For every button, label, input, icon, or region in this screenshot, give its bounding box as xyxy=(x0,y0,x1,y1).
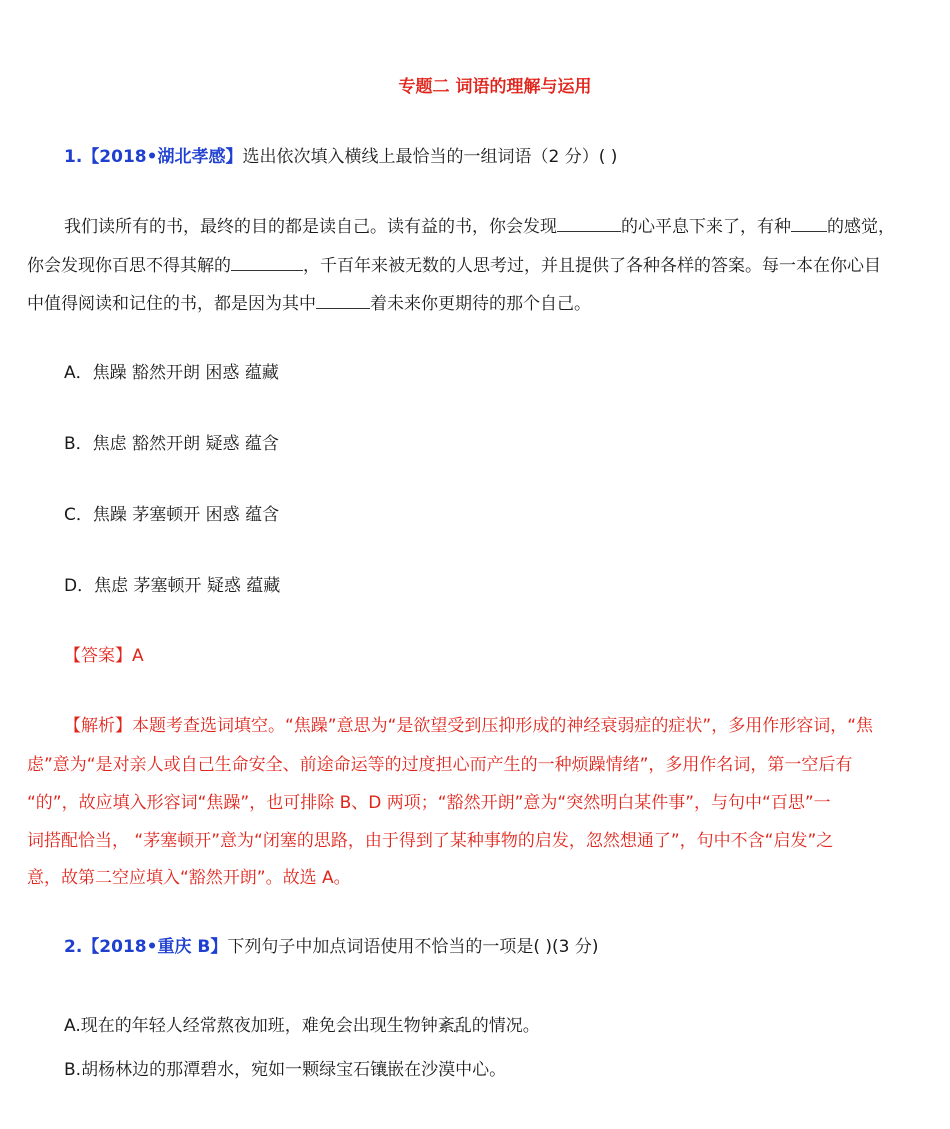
passage-line-1: 我们读所有的书，最终的目的都是读自己。读有益的书，你会发现 的心平息下来了，有种 的感觉， xyxy=(64,212,895,237)
question-1-stem: 选出依次填入横线上最恰当的一组词语（2 分）( ) xyxy=(242,147,618,167)
option-d: D．焦虑 茅塞顿开 疑惑 蕴藏 xyxy=(64,576,281,596)
passage-line-2: 你会发现你百思不得其解的 ，千百年来被无数的人思考过，并且提供了各种各样的答案。每一本在你心目 xyxy=(27,251,881,276)
blank-1 xyxy=(557,213,621,232)
emphasis-dotted-text: 紊乱 xyxy=(437,1016,472,1036)
passage-line-3: 中值得阅读和记住的书，都是因为其中 着未来你更期待的那个自己。 xyxy=(27,289,591,314)
question-2-option-a: A.现在的年轻人经常熬夜加班，难免会出现生物钟紊乱的情况。 xyxy=(64,1011,540,1036)
question-2-header: 2.【2018•重庆 B】下列句子中加点词语使用不恰当的一项是( )(3 分) xyxy=(64,932,599,957)
analysis-line-1: 【解析】本题考查选词填空。“焦躁”意思为“是欲望受到压抑形成的神经衰弱症的症状”，多用作形容词，“焦 xyxy=(64,716,874,736)
question-1-header xyxy=(64,142,617,167)
blank-4 xyxy=(316,290,370,309)
emphasis-dotted-text: 镶嵌 xyxy=(370,1060,405,1080)
option-a: A．焦躁 豁然开朗 困惑 蕴藏 xyxy=(64,363,279,383)
analysis-line-5: 意，故第二空应填入“豁然开朗”。故选 A。 xyxy=(27,868,351,888)
question-2-option-b: B.胡杨林边的那潭碧水，宛如一颗绿宝石镶嵌在沙漠中心。 xyxy=(64,1055,506,1080)
question-1-source: 【2018•湖北孝感】 xyxy=(82,147,243,167)
option-b: B．焦虑 豁然开朗 疑惑 蕴含 xyxy=(64,434,279,454)
blank-2 xyxy=(791,213,827,232)
question-2-source: 【2018•重庆 B】 xyxy=(82,937,228,957)
answer: 【答案】A xyxy=(64,646,144,666)
analysis-line-3: “的”，故应填入形容词“焦躁”，也可排除 B、D 两项；“豁然开朗”意为“突然明白某件事”，与句中“百思”一 xyxy=(27,793,831,813)
question-2-number: 2. xyxy=(64,937,83,957)
emphasis-dotted-text: 不恰当 xyxy=(414,937,466,957)
analysis-line-4: 词搭配恰当， “茅塞顿开”意为“闭塞的思路，由于得到了某种事物的启发，忽然想通了”，句中不含“启发”之 xyxy=(27,831,834,851)
option-c: C．焦躁 茅塞顿开 困惑 蕴含 xyxy=(64,505,280,525)
page-title: 专题二 词语的理解与运用 xyxy=(398,77,592,97)
analysis-line-2: 虑”意为“是对亲人或自己生命安全、前途命运等的过度担心而产生的一种烦躁情绪”，多用作名词，第一空后有 xyxy=(27,755,853,775)
blank-3 xyxy=(231,252,303,271)
question-1-number: 1. xyxy=(64,147,83,167)
